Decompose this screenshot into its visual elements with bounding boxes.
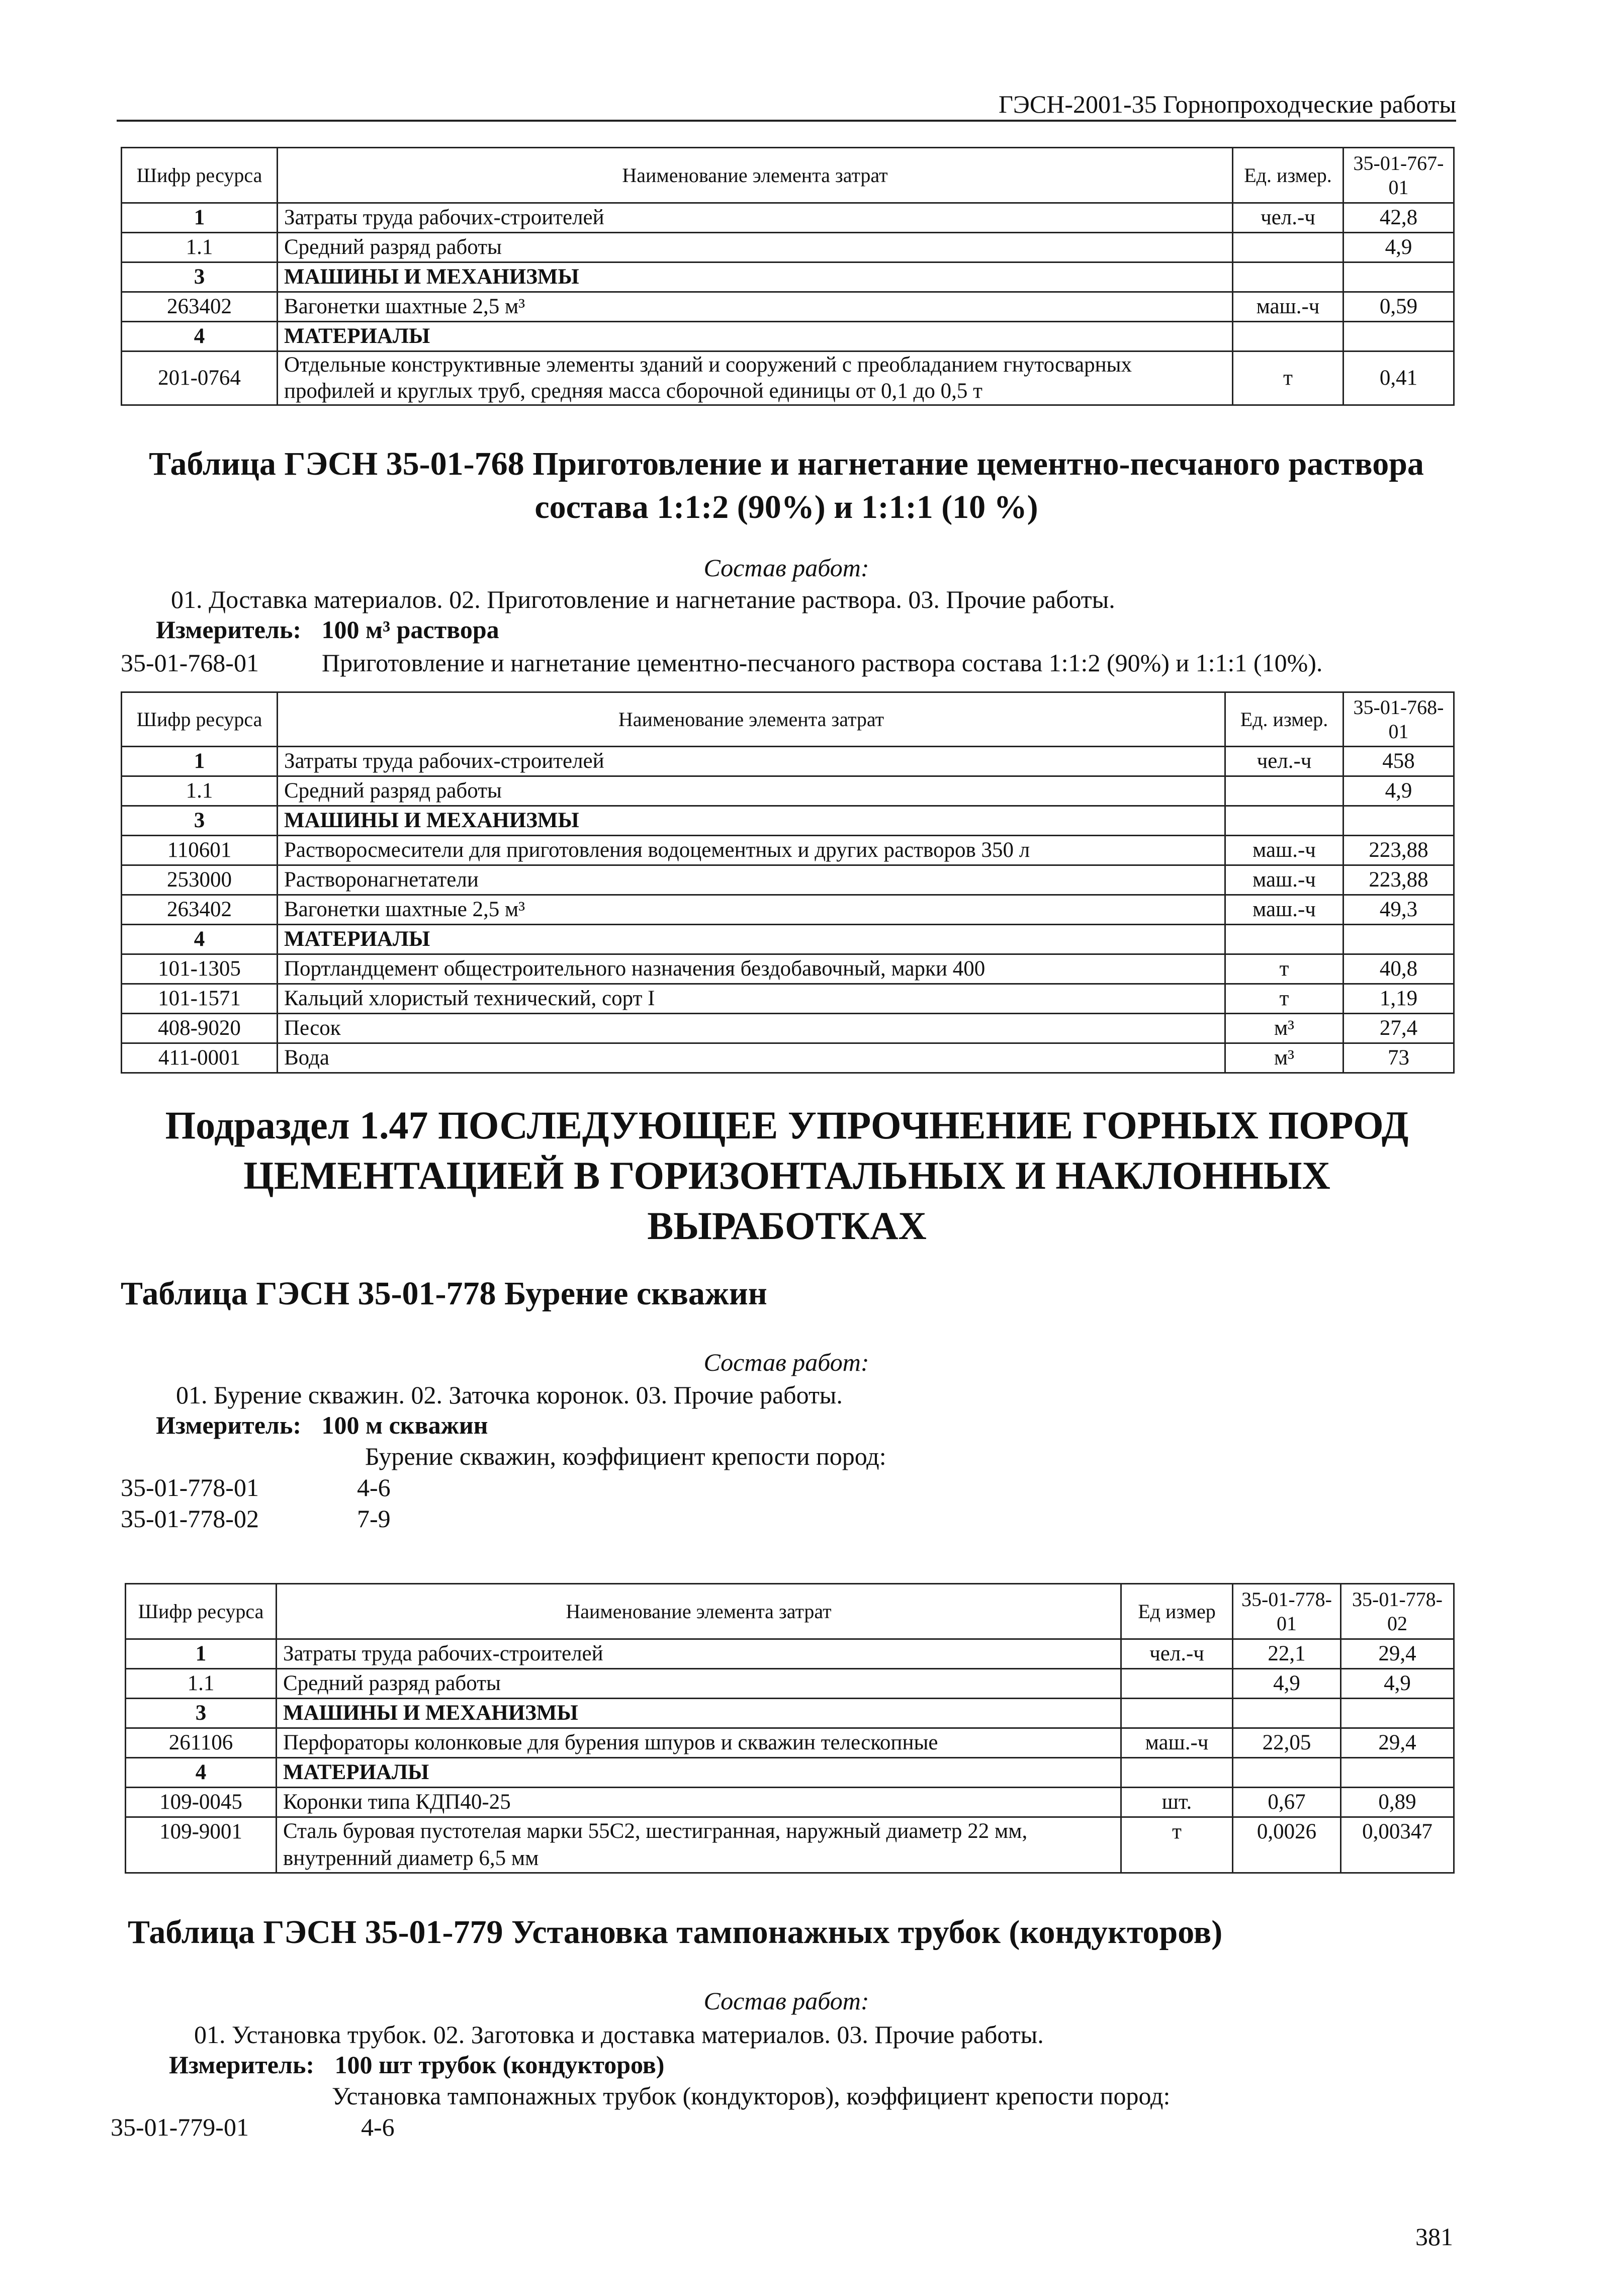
table-row [122,1043,1454,1073]
table-row [122,203,1454,233]
cell-unit [1233,262,1343,292]
cell-value: 223,88 [1343,865,1454,895]
cell-name: МАШИНЫ И МЕХАНИЗМЫ [278,806,1225,836]
page-number: 381 [1415,2223,1453,2251]
value-779-01: 4-6 [361,2113,395,2141]
table-row [126,1728,1454,1758]
cell-code: 1 [122,747,278,776]
table-row [122,262,1454,292]
cell-name: Растворосмесители для приготовления водоцементных и других растворов 350 л [278,836,1225,865]
cell-value-2 [1341,1699,1454,1728]
cell-value-2: 4,9 [1341,1669,1454,1699]
header-text: ГЭСН-2001-35 Горнопроходческие работы [999,90,1456,118]
cell-value: 27,4 [1343,1014,1454,1043]
intro-778: Бурение скважин, коэффициент крепости пород: [365,1442,886,1470]
cell-value-1: 22,1 [1233,1639,1341,1669]
col-header-unit: Ед измер [1121,1584,1233,1639]
cell-name: Затраты труда рабочих-строителей [278,203,1233,233]
cell-code: 3 [122,806,278,836]
col-header-code: Шифр ресурса [122,148,278,203]
cell-name: МАТЕРИАЛЫ [278,322,1233,351]
cell-unit: маш.-ч [1233,292,1343,322]
table-row [122,322,1454,351]
subsection-title: Подраздел 1.47 ПОСЛЕДУЮЩЕЕ УПРОЧНЕНИЕ ГОРНЫХ ПОРОД ЦЕМЕНТАЦИЕЙ В ГОРИЗОНТАЛЬНЫХ И НАКЛОННЫХ ВЫРАБОТКАХ [165,1103,1409,1248]
cell-code: 101-1571 [122,984,278,1014]
meter-label: Измеритель: [169,2051,315,2079]
meter-value: 100 м³ раствора [321,615,499,644]
meter-value: 100 м скважин [321,1411,488,1439]
col-header-name: Наименование элемента затрат [278,148,1233,203]
cell-name: Кальций хлористый технический, сорт I [278,984,1225,1014]
sostav-label-778: Состав работ: [703,1348,869,1376]
cell-name: Средний разряд работы [278,233,1233,262]
cell-name: Коронки типа КДП40-25 [277,1788,1121,1817]
cell-value: 458 [1343,747,1454,776]
cell-value-1 [1233,1758,1341,1788]
cell-name: Растворонагнетатели [278,865,1225,895]
cell-name: Вагонетки шахтные 2,5 м³ [278,895,1225,925]
table-row [126,1699,1454,1728]
cell-name: Отдельные конструктивные элементы зданий и сооружений с преобладанием гнутосварных профилей и круглых труб, средняя масса сборочной единицы от 0,1 до 0,5 т [278,351,1233,405]
table-row [122,747,1454,776]
cell-name: Песок [278,1014,1225,1043]
col-header-code: Шифр ресурса [126,1584,277,1639]
cell-code: 109-9001 [126,1817,277,1873]
cell-unit [1121,1699,1233,1728]
cell-unit: т [1225,984,1343,1014]
table-row [122,954,1454,984]
table-row [122,925,1454,954]
cell-unit: чел.-ч [1121,1639,1233,1669]
table-row [122,984,1454,1014]
code-768-01: 35-01-768-01 [121,649,259,677]
sostav-label-779: Состав работ: [703,1987,869,2015]
resource-table-768 [121,691,1455,1074]
sostav-label-768: Состав работ: [703,554,869,582]
cell-unit: чел.-ч [1225,747,1343,776]
meter-value: 100 шт трубок (кондукторов) [334,2051,665,2079]
code-778-02: 35-01-778-02 [121,1505,259,1533]
cell-value-2 [1341,1758,1454,1788]
cell-unit: т [1225,954,1343,984]
cell-unit [1225,806,1343,836]
resource-table-778 [125,1583,1455,1874]
col-header-code: Шифр ресурса [122,692,278,747]
cell-name: МАШИНЫ И МЕХАНИЗМЫ [278,262,1233,292]
cell-code: 408-9020 [122,1014,278,1043]
sostav-text-768: 01. Доставка материалов. 02. Приготовление и нагнетание раствора. 03. Прочие работы. [171,585,1115,613]
table-778-title: Таблица ГЭСН 35-01-778 Бурение скважин [121,1275,767,1312]
table-row [126,1817,1454,1873]
cell-name: Вода [278,1043,1225,1073]
cell-code: 109-0045 [126,1788,277,1817]
sostav-text-779: 01. Установка трубок. 02. Заготовка и доставка материалов. 03. Прочие работы. [194,2020,1044,2049]
col-header-norm-1: 35-01-778-01 [1233,1584,1341,1639]
cell-value: 42,8 [1343,203,1454,233]
cell-value: 4,9 [1343,233,1454,262]
meter-label: Измеритель: [156,1411,302,1439]
cell-value [1343,925,1454,954]
code-779-01: 35-01-779-01 [111,2113,249,2141]
cell-code: 3 [126,1699,277,1728]
cell-value [1343,262,1454,292]
table-row [122,351,1454,405]
cell-value-2: 29,4 [1341,1728,1454,1758]
value-778-01: 4-6 [357,1473,391,1502]
cell-value: 0,41 [1343,351,1454,405]
cell-value-1: 4,9 [1233,1669,1341,1699]
cell-name: Затраты труда рабочих-строителей [277,1639,1121,1669]
cell-code: 110601 [122,836,278,865]
intro-779: Установка тампонажных трубок (кондукторов), коэффициент крепости пород: [332,2082,1171,2110]
meter-label: Измеритель: [156,615,302,644]
table-row [122,806,1454,836]
cell-name: Средний разряд работы [278,776,1225,806]
cell-value: 1,19 [1343,984,1454,1014]
resource-table-767 [121,147,1455,406]
code-778-01: 35-01-778-01 [121,1473,259,1502]
meter-768 [156,613,499,646]
col-header-norm: 35-01-768-01 [1343,692,1454,747]
col-header-unit: Ед. измер. [1225,692,1343,747]
table-row [126,1639,1454,1669]
cell-unit: маш.-ч [1225,836,1343,865]
table-row [122,292,1454,322]
cell-unit [1121,1669,1233,1699]
cell-code: 201-0764 [122,351,278,405]
cell-code: 1 [126,1639,277,1669]
cell-unit: м³ [1225,1043,1343,1073]
cell-value-1: 0,67 [1233,1788,1341,1817]
cell-code: 261106 [126,1728,277,1758]
cell-unit: маш.-ч [1121,1728,1233,1758]
cell-value-2: 0,00347 [1341,1817,1454,1873]
cell-code: 411-0001 [122,1043,278,1073]
cell-name: Перфораторы колонковые для бурения шпуров и скважин телескопные [277,1728,1121,1758]
desc-768-01: Приготовление и нагнетание цементно-песчаного раствора состава 1:1:2 (90%) и 1:1:1 (10%). [322,649,1323,677]
col-header-norm: 35-01-767-01 [1343,148,1454,203]
table-row [122,233,1454,262]
cell-code: 4 [122,925,278,954]
cell-value: 223,88 [1343,836,1454,865]
cell-value: 40,8 [1343,954,1454,984]
table-row [122,776,1454,806]
table-779-title: Таблица ГЭСН 35-01-779 Установка тампонажных трубок (кондукторов) [128,1914,1223,1951]
sostav-text-778: 01. Бурение скважин. 02. Заточка коронок. 03. Прочие работы. [176,1381,843,1409]
cell-name: Затраты труда рабочих-строителей [278,747,1225,776]
page-header [117,90,1456,122]
cell-unit: маш.-ч [1225,865,1343,895]
cell-value: 73 [1343,1043,1454,1073]
meter-778 [156,1409,488,1441]
meter-779 [169,2049,664,2081]
cell-value [1343,806,1454,836]
cell-code: 1.1 [126,1669,277,1699]
cell-code: 1 [122,203,278,233]
table-row [126,1788,1454,1817]
table-row [122,1014,1454,1043]
cell-name: МАТЕРИАЛЫ [277,1758,1121,1788]
cell-value-1 [1233,1699,1341,1728]
table-row [122,836,1454,865]
cell-value-1: 22,05 [1233,1728,1341,1758]
table-row [122,895,1454,925]
cell-code: 263402 [122,292,278,322]
table-row [122,865,1454,895]
cell-unit: т [1233,351,1343,405]
cell-code: 3 [122,262,278,292]
cell-unit [1121,1758,1233,1788]
cell-name: Портландцемент общестроительного назначения бездобавочный, марки 400 [278,954,1225,984]
col-header-norm-2: 35-01-778-02 [1341,1584,1454,1639]
cell-name: МАШИНЫ И МЕХАНИЗМЫ [277,1699,1121,1728]
cell-unit: т [1121,1817,1233,1873]
table-row [126,1758,1454,1788]
cell-code: 1.1 [122,233,278,262]
table-row [126,1669,1454,1699]
cell-value-1: 0,0026 [1233,1817,1341,1873]
cell-code: 4 [122,322,278,351]
cell-name: Средний разряд работы [277,1669,1121,1699]
cell-value: 4,9 [1343,776,1454,806]
table-768-title: Таблица ГЭСН 35-01-768 Приготовление и нагнетание цементно-песчаного раствора состава 1:1:2 (90%) и 1:1:1 (10 %) [149,446,1424,525]
cell-unit [1233,233,1343,262]
cell-name: Вагонетки шахтные 2,5 м³ [278,292,1233,322]
cell-unit: шт. [1121,1788,1233,1817]
col-header-unit: Ед. измер. [1233,148,1343,203]
cell-value: 0,59 [1343,292,1454,322]
cell-name: МАТЕРИАЛЫ [278,925,1225,954]
cell-unit: маш.-ч [1225,895,1343,925]
value-778-02: 7-9 [357,1505,391,1533]
cell-value-2: 0,89 [1341,1788,1454,1817]
cell-unit [1225,925,1343,954]
cell-code: 263402 [122,895,278,925]
cell-code: 101-1305 [122,954,278,984]
cell-unit: м³ [1225,1014,1343,1043]
cell-code: 4 [126,1758,277,1788]
cell-code: 253000 [122,865,278,895]
cell-unit [1233,322,1343,351]
cell-name: Сталь буровая пустотелая марки 55С2, шестигранная, наружный диаметр 22 мм, внутренний диаметр 6,5 мм [277,1817,1121,1873]
cell-code: 1.1 [122,776,278,806]
cell-value [1343,322,1454,351]
cell-unit: чел.-ч [1233,203,1343,233]
cell-value-2: 29,4 [1341,1639,1454,1669]
col-header-name: Наименование элемента затрат [277,1584,1121,1639]
cell-unit [1225,776,1343,806]
col-header-name: Наименование элемента затрат [278,692,1225,747]
cell-value: 49,3 [1343,895,1454,925]
